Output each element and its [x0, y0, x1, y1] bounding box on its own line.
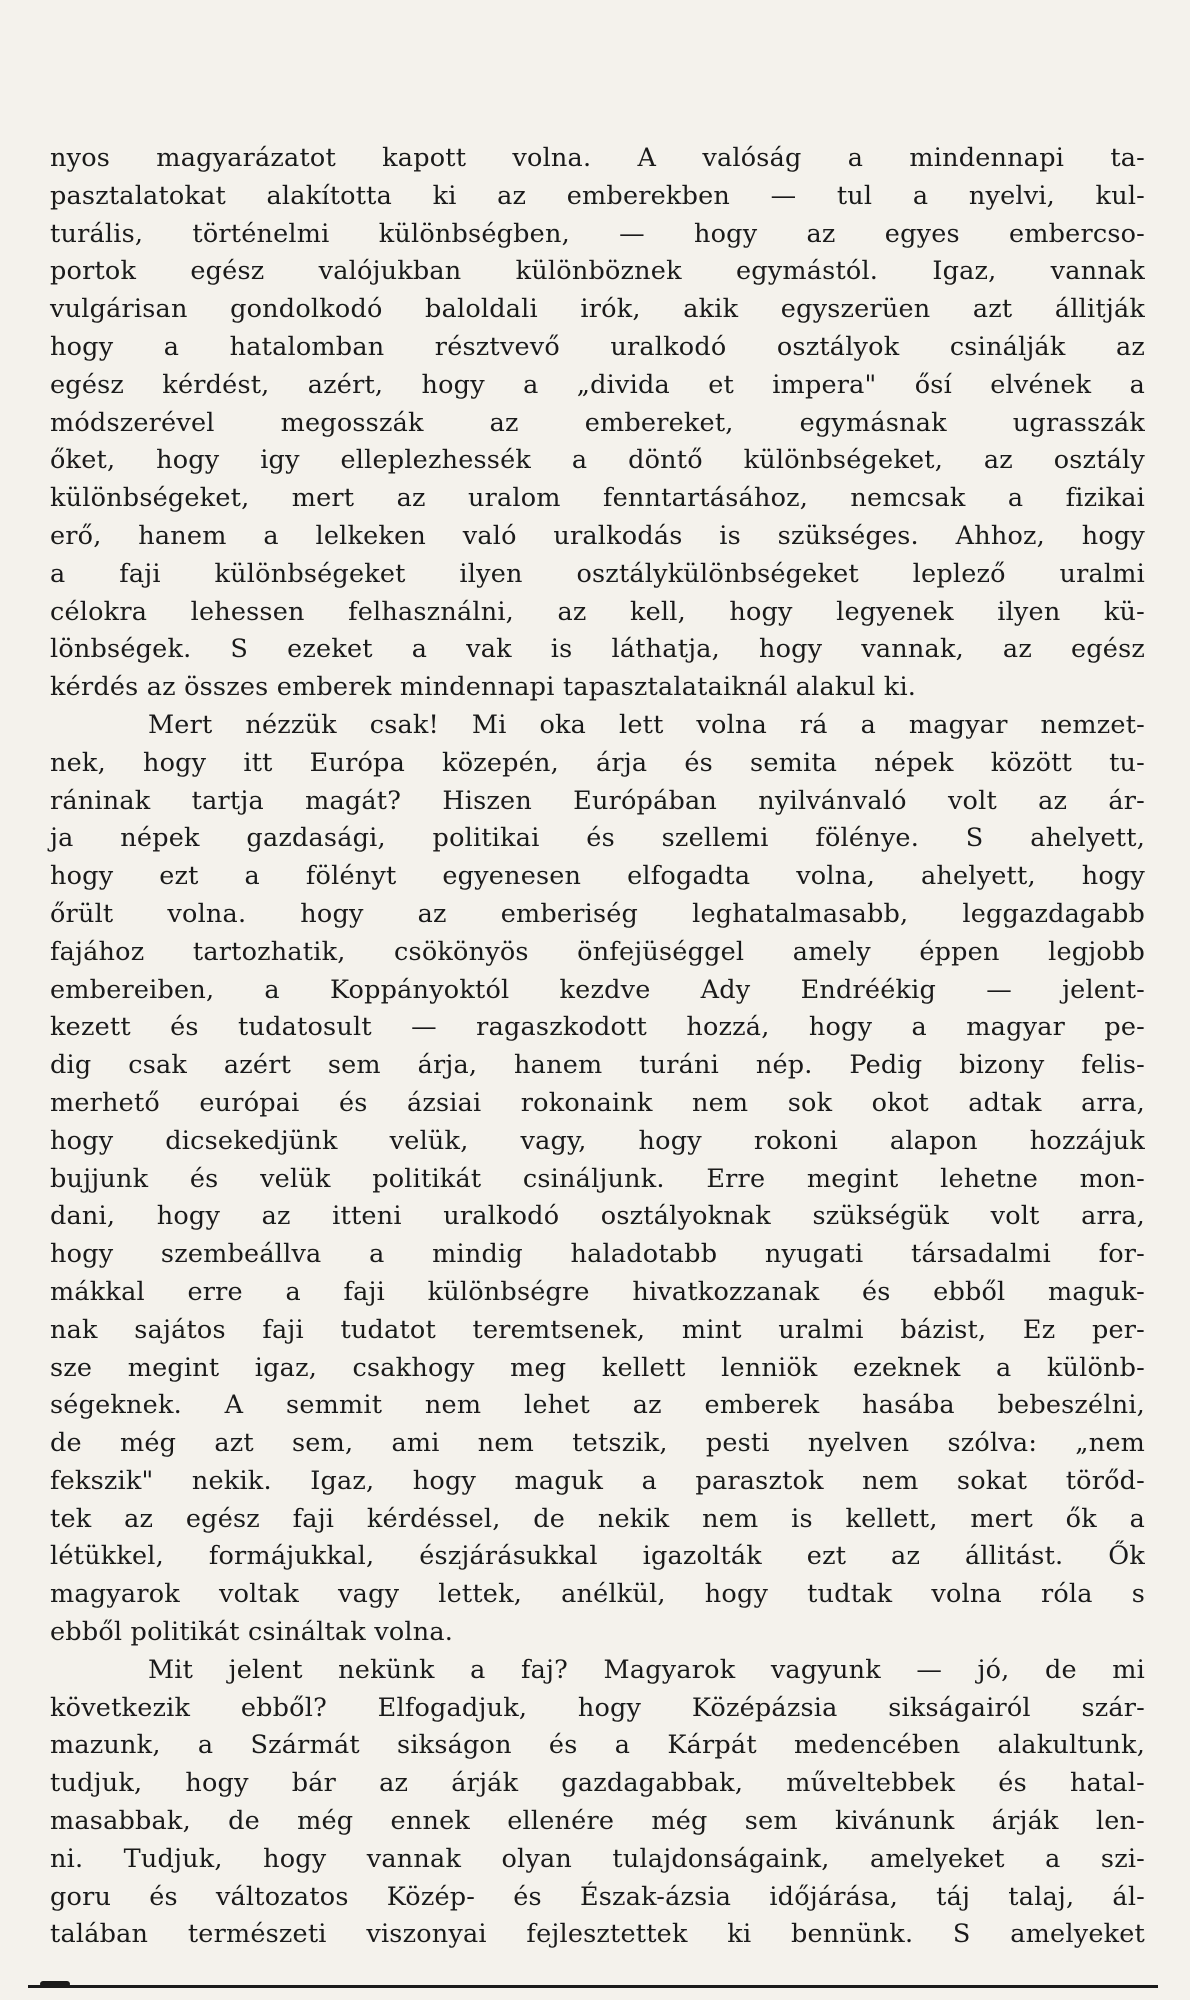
text-line: fajához tartozhatik, csökönyös önfejüséggel amely éppen legjobb [50, 936, 1145, 967]
text-line: portok egész valójukban különböznek egymástól. Igaz, vannak [50, 256, 1145, 287]
text-line: ja népek gazdasági, politikai és szellemi fölénye. S ahelyett, [50, 823, 1145, 854]
text-line: fekszik" nekik. Igaz, hogy maguk a parasztok nem sokat törőd- [50, 1465, 1145, 1496]
text-line: Mert nézzük csak! Mi oka lett volna rá a magyar nemzet- [148, 709, 1145, 740]
text-line: következik ebből? Elfogadjuk, hogy Középázsia sikságairól szár- [50, 1692, 1145, 1723]
text-line: turális, történelmi különbségben, — hogy az egyes embercso- [50, 218, 1145, 249]
text-line: célokra lehessen felhasználni, az kell, hogy legyenek ilyen kü- [50, 596, 1145, 627]
text-line: a faji különbségeket ilyen osztálykülönbségeket leplező uralmi [50, 558, 1145, 589]
text-line: módszerével megosszák az embereket, egymásnak ugrasszák [50, 407, 1145, 438]
text-line: mákkal erre a faji különbségre hivatkozzanak és ebből maguk- [50, 1276, 1145, 1307]
text-line: tudjuk, hogy bár az árják gazdagabbak, műveltebbek és hatal- [50, 1768, 1145, 1799]
text-line: de még azt sem, ami nem tetszik, pesti nyelven szólva: „nem [50, 1428, 1145, 1459]
footer-rule [28, 1985, 1158, 1988]
text-line: hogy dicsekedjünk velük, vagy, hogy rokoni alapon hozzájuk [50, 1125, 1145, 1156]
text-line: pasztalatokat alakította ki az emberekben — tul a nyelvi, kul- [50, 180, 1145, 211]
text-line: merhető európai és ázsiai rokonaink nem sok okot adtak arra, [50, 1087, 1145, 1118]
text-line: kezett és tudatosult — ragaszkodott hozzá, hogy a magyar pe- [50, 1012, 1145, 1043]
text-line: embereiben, a Koppányoktól kezdve Ady Endréékig — jelent- [50, 974, 1145, 1005]
text-line: hogy a hatalomban résztvevő uralkodó osztályok csinálják az [50, 331, 1145, 362]
text-line: dani, hogy az itteni uralkodó osztályoknak szükségük volt arra, [50, 1201, 1145, 1232]
text-line: sze megint igaz, csakhogy meg kellett lenniök ezeknek a különb- [50, 1352, 1145, 1383]
text-line: ebből politikát csináltak volna. [50, 1617, 454, 1648]
text-line: nak sajátos faji tudatot teremtsenek, mint uralmi bázist, Ez per- [50, 1314, 1145, 1345]
text-line: kérdés az összes emberek mindennapi tapasztalataiknál alakul ki. [50, 672, 917, 703]
text-line: hogy szembeállva a mindig haladotabb nyugati társadalmi for- [50, 1239, 1145, 1270]
text-line: lönbségek. S ezeket a vak is láthatja, hogy vannak, az egész [50, 634, 1145, 665]
text-line: egész kérdést, azért, hogy a „divida et impera" ősí elvének a [50, 369, 1145, 400]
text-line: létükkel, formájukkal, észjárásukkal igazolták ezt az állitást. Ők [50, 1541, 1145, 1572]
text-line: ségeknek. A semmit nem lehet az emberek hasába bebeszélni, [50, 1390, 1145, 1421]
text-line: erő, hanem a lelkeken való uralkodás is szükséges. Ahhoz, hogy [50, 520, 1145, 551]
text-line: ráninak tartja magát? Hiszen Európában nyilvánvaló volt az ár- [50, 785, 1145, 816]
text-line: dig csak azért sem árja, hanem turáni nép. Pedig bizony felis- [50, 1050, 1145, 1081]
text-line: különbségeket, mert az uralom fenntartásához, nemcsak a fizikai [50, 483, 1145, 514]
text-line: goru és változatos Közép- és Észak-ázsia időjárása, táj talaj, ál- [50, 1881, 1145, 1912]
text-line: hogy ezt a fölényt egyenesen elfogadta volna, ahelyett, hogy [50, 861, 1145, 892]
text-line: őket, hogy igy elleplezhessék a döntő különbségeket, az osztály [50, 445, 1145, 476]
text-line: talában természeti viszonyai fejlesztettek ki bennünk. S amelyeket [50, 1919, 1145, 1950]
footer-rule-mark [40, 1981, 70, 1987]
text-line: mazunk, a Szármát sikságon és a Kárpát medencében alakultunk, [50, 1730, 1145, 1761]
text-line: nek, hogy itt Európa közepén, árja és semita népek között tu- [50, 747, 1145, 778]
text-line: tek az egész faji kérdéssel, de nekik nem is kellett, mert ők a [50, 1503, 1145, 1534]
text-line: őrült volna. hogy az emberiség leghatalmasabb, leggazdagabb [50, 898, 1145, 929]
text-line: masabbak, de még ennek ellenére még sem kivánunk árják len- [50, 1806, 1145, 1837]
text-line: ni. Tudjuk, hogy vannak olyan tulajdonságaink, amelyeket a szi- [50, 1843, 1145, 1874]
body-text [50, 140, 1145, 1954]
text-line: Mit jelent nekünk a faj? Magyarok vagyunk — jó, de mi [148, 1654, 1145, 1685]
text-line: vulgárisan gondolkodó baloldali irók, akik egyszerüen azt állitják [50, 294, 1145, 325]
text-line: magyarok voltak vagy lettek, anélkül, hogy tudtak volna róla s [50, 1579, 1145, 1610]
text-line: nyos magyarázatot kapott volna. A valóság a mindennapi ta- [50, 143, 1145, 173]
text-line: bujjunk és velük politikát csináljunk. Erre megint lehetne mon- [50, 1163, 1145, 1194]
